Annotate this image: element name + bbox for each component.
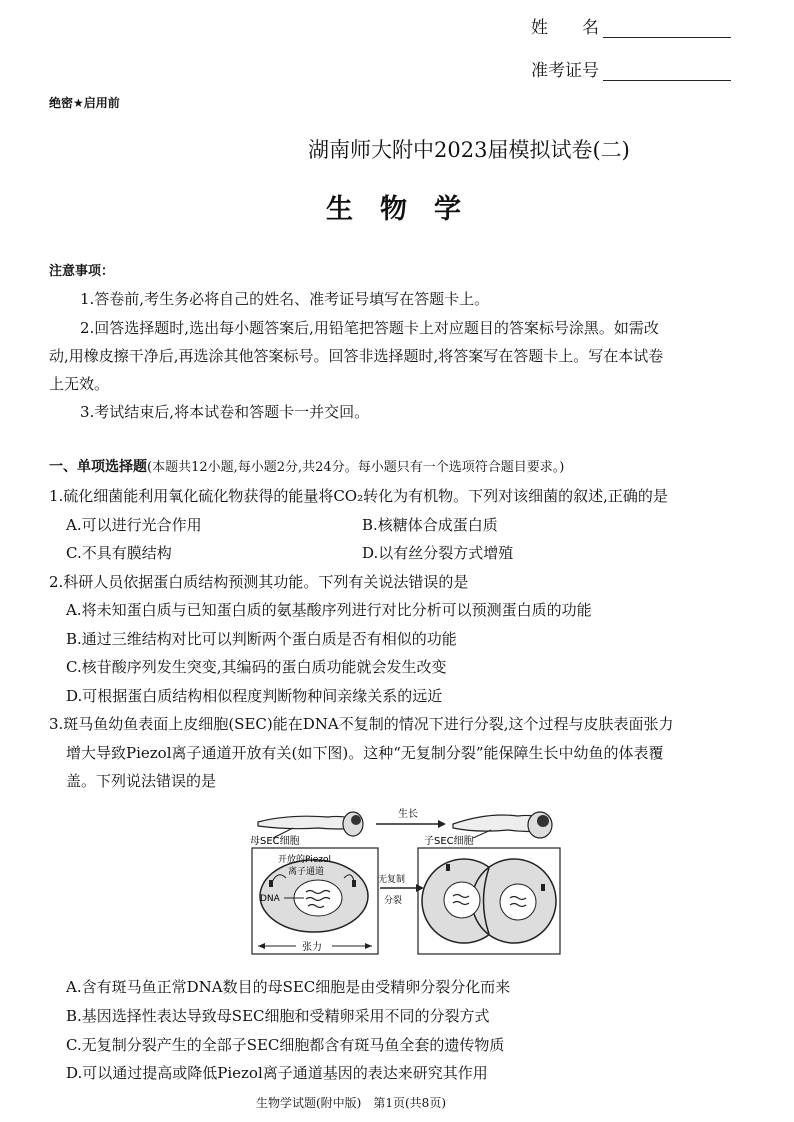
notice-heading: 注意事项： <box>49 264 115 279</box>
q3-stem-line1: 3.斑马鱼幼鱼表面上皮细胞(SEC)能在DNA不复制的情况下进行分裂,这个过程与皮肤表面张力 <box>49 715 674 733</box>
q3-option-a: A.含有斑马鱼正常DNA数目的母SEC细胞是由受精卵分裂分化而来 <box>66 978 511 996</box>
q3-option-b: B.基因选择性表达导致母SEC细胞和受精卵采用不同的分裂方式 <box>66 1007 490 1025</box>
channel-label-2: 离子通道 <box>288 867 325 877</box>
growth-label: 生长 <box>398 809 418 820</box>
exam-id-field <box>531 56 731 81</box>
name-label: 姓 名 <box>531 18 599 38</box>
page-footer: 生物学试题(附中版) 第1页(共8页) <box>256 1096 446 1110</box>
name-blank <box>603 19 731 38</box>
notice-item-1: 1.答卷前,考生务必将自己的姓名、准考证号填写在答题卡上。 <box>80 290 490 308</box>
q1-stem: 1.硫化细菌能利用氧化硫化物获得的能量将CO₂转化为有机物。下列对该细菌的叙述,正确的是 <box>49 487 668 505</box>
name-field <box>531 13 731 38</box>
dna-label: DNA <box>260 894 280 904</box>
exam-title: 湖南师大附中2023届模拟试卷(二) <box>308 138 630 162</box>
section-note: (本题共12小题,每小题2分,共24分。每小题只有一个选项符合题目要求。) <box>147 460 565 475</box>
nocopy-label-1: 无复制 <box>378 875 406 885</box>
q1-option-d: D.以有丝分裂方式增殖 <box>362 544 514 562</box>
section-header <box>49 456 564 476</box>
exam-id-blank <box>603 62 731 81</box>
channel-label-1: 开放的Piezol <box>278 855 331 865</box>
q2-option-d: D.可根据蛋白质结构相似程度判断物种间亲缘关系的远近 <box>66 687 443 705</box>
larva-fish-right <box>453 812 552 838</box>
q3-stem-line2: 增大导致Piezol离子通道开放有关(如下图)。这种“无复制分裂”能保障生长中幼鱼的体表覆 <box>66 744 664 762</box>
q3-stem-line3: 盖。下列说法错误的是 <box>66 772 217 790</box>
larva-fish-left <box>258 812 363 836</box>
secret-mark: 绝密★启用前 <box>49 96 120 110</box>
q2-option-c: C.核苷酸序列发生突变,其编码的蛋白质功能就会发生改变 <box>66 658 447 676</box>
subject-title: 生 物 学 <box>326 194 461 225</box>
section-title: 一、单项选择题 <box>49 459 147 475</box>
q2-stem: 2.科研人员依据蛋白质结构预测其功能。下列有关说法错误的是 <box>49 573 469 591</box>
q1-option-a: A.可以进行光合作用 <box>66 516 202 534</box>
q1-option-b: B.核糖体合成蛋白质 <box>362 516 498 534</box>
q3-option-d: D.可以通过提高或降低Piezol离子通道基因的表达来研究其作用 <box>66 1064 488 1082</box>
q2-option-b: B.通过三维结构对比可以判断两个蛋白质是否有相似的功能 <box>66 630 457 648</box>
notice-item-2-line2: 动,用橡皮擦干净后,再选涂其他答案标号。回答非选择题时,将答案写在答题卡上。写在本试卷 <box>49 347 664 365</box>
q2-option-a: A.将未知蛋白质与已知蛋白质的氨基酸序列进行对比分析可以预测蛋白质的功能 <box>66 601 592 619</box>
notice-item-2-line3: 上无效。 <box>49 375 110 393</box>
sec-division-figure <box>248 800 568 960</box>
notice-item-2-line1: 2.回答选择题时,选出每小题答案后,用铅笔把答题卡上对应题目的答案标号涂黑。如需改 <box>80 319 659 337</box>
daughter-sec-label: 子SEC细胞 <box>424 836 474 847</box>
mother-sec-label: 母SEC细胞 <box>250 836 300 847</box>
exam-id-label: 准考证号 <box>531 61 599 81</box>
tension-label: 张力 <box>302 942 322 953</box>
nocopy-label-2: 分裂 <box>384 896 403 906</box>
notice-item-3: 3.考试结束后,将本试卷和答题卡一并交回。 <box>80 403 370 421</box>
q1-option-c: C.不具有膜结构 <box>66 544 172 562</box>
q3-option-c: C.无复制分裂产生的全部子SEC细胞都含有斑马鱼全套的遗传物质 <box>66 1036 505 1054</box>
